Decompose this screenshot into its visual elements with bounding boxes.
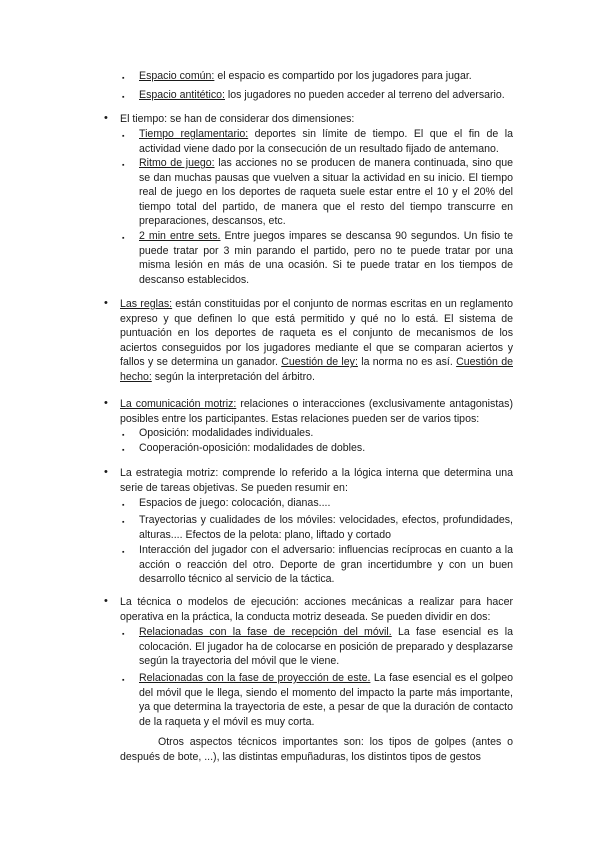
item-estrategia: La estrategia motriz: comprende lo referido a la lógica interna que determina una serie de tareas objetivas. Se pueden resumir en:	[120, 467, 513, 494]
square-bullet: ▪	[122, 447, 125, 454]
square-bullet: ▪	[122, 677, 125, 684]
item-comunicacion	[120, 397, 513, 426]
term-comunicacion: La comunicación motriz:	[120, 398, 237, 410]
square-bullet: ▪	[122, 631, 125, 638]
text-reglas: están constituidas por el conjunto de normas escritas en un reglamento expreso y que definen lo que está permitido y qué no lo está. El sistema de puntuación en los deportes de raqueta es el conjunto de mecanismos de los aciertos conseguidos por los jugadores mediante el que se comparan aciertos y fallos y se determina un ganador.	[120, 298, 513, 369]
round-bullet: •	[104, 397, 108, 409]
term-dos-min: 2 min entre sets.	[139, 230, 221, 242]
text-dos-min: Entre juegos impares se descansa 90 segundos. Un fisio te puede tratar por 3 min parando el partido, pero no te puede tratar por una misma lesión en más de una ocasión. Si te puede tratar en los tiempos de descanso establecidos.	[139, 230, 513, 286]
term-espacio-antitetico: Espacio antitético:	[139, 89, 225, 101]
text-tiempo-reglamentario: deportes sin límite de tiempo. El que el fin de la actividad viene dado por la consecución de un resultado fijado de antemano.	[139, 128, 513, 155]
term-proyeccion: Relacionadas con la fase de proyección de este.	[139, 672, 371, 684]
text-comunicacion: relaciones o interacciones (exclusivamente antagonistas) posibles entre los participantes. Estas relaciones pueden ser de varios tipos:	[120, 398, 513, 425]
text-proyeccion: La fase esencial es el golpeo del móvil que le llega, siendo el momento del impacto la parte más importante, ya que determina la trayectoria de este, a pesar de que la duración de contacto de la raqueta y el móvil es muy corta.	[139, 672, 513, 728]
item-recepcion	[139, 625, 513, 669]
item-espacio-antitetico	[139, 88, 513, 103]
text-espacio-antitetico: los jugadores no pueden acceder al terreno del adversario.	[224, 89, 505, 101]
item-tecnica: La técnica o modelos de ejecución: acciones mecánicas a realizar para hacer operativa en la práctica, la conducta motriz deseada. Se pueden dividir en dos:	[120, 596, 513, 623]
term-espacio-comun: Espacio común:	[139, 70, 215, 82]
term-reglas: Las reglas:	[120, 298, 173, 310]
item-reglas	[120, 297, 513, 385]
item-espacios-juego: Espacios de juego: colocación, dianas....	[139, 497, 331, 509]
square-bullet: ▪	[122, 162, 125, 169]
square-bullet: ▪	[122, 549, 125, 556]
square-bullet: ▪	[122, 502, 125, 509]
text-cuestion-ley: la norma no es así.	[357, 356, 457, 369]
item-espacio-comun	[139, 69, 513, 84]
square-bullet: ▪	[122, 432, 125, 439]
item-tiempo: El tiempo: se han de considerar dos dimensiones:	[120, 113, 355, 125]
item-cooperacion-oposicion: Cooperación-oposición: modalidades de dobles.	[139, 442, 366, 454]
square-bullet: ▪	[122, 519, 125, 526]
item-oposicion: Oposición: modalidades individuales.	[139, 427, 314, 439]
term-ritmo-juego: Ritmo de juego:	[139, 157, 215, 169]
round-bullet: •	[104, 595, 108, 607]
round-bullet: •	[104, 297, 108, 309]
item-tiempo-reglamentario	[139, 127, 513, 156]
item-ritmo-juego	[139, 156, 513, 229]
square-bullet: ▪	[122, 94, 125, 101]
square-bullet: ▪	[122, 235, 125, 242]
item-trayectorias: Trayectorias y cualidades de los móviles: velocidades, efectos, profundidades, alturas.... Efectos de la pelota: plano, liftado y cortado	[139, 514, 513, 541]
item-interaccion: Interacción del jugador con el adversario: influencias recíprocas en cuanto a la acción o reacción del otro. Deporte de gran incertidumbre y con un buen desarrollo técnico al servicio de la táctica.	[139, 544, 513, 586]
text-espacio-comun: el espacio es compartido por los jugadores para jugar.	[214, 70, 472, 82]
term-cuestion-ley: Cuestión de ley:	[281, 356, 358, 369]
text-ritmo-juego: las acciones no se producen de manera continuada, sino que se dan muchas pausas que vuelven a situar la actividad en su inicio. El tiempo real de juego en los deportes de raqueta suele estar entre el 10 y el 20% del tiempo total del partido, de manera que el resto del tiempo transcurre en preparaciones, descansos, etc.	[139, 157, 513, 228]
round-bullet: •	[104, 112, 108, 124]
square-bullet: ▪	[122, 75, 125, 82]
square-bullet: ▪	[122, 133, 125, 140]
paragraph-otros-aspectos: Otros aspectos técnicos importantes son: los tipos de golpes (antes o después de bote, ...), las distintas empuñaduras, los distintos tipos de gestos	[120, 736, 513, 763]
term-tiempo-reglamentario: Tiempo reglamentario:	[139, 128, 249, 140]
item-proyeccion	[139, 671, 513, 729]
round-bullet: •	[104, 466, 108, 478]
text-cuestion-hecho: según la interpretación del árbitro.	[151, 370, 315, 383]
item-dos-min	[139, 229, 513, 287]
term-cuestion-hecho: Cuestión de hecho:	[120, 356, 513, 383]
text-recepcion: La fase esencial es la colocación. El jugador ha de colocarse en posición de preparado y desplazarse según la trayectoria del móvil que le viene.	[139, 626, 514, 668]
term-recepcion: Relacionadas con la fase de recepción del móvil.	[139, 626, 392, 638]
